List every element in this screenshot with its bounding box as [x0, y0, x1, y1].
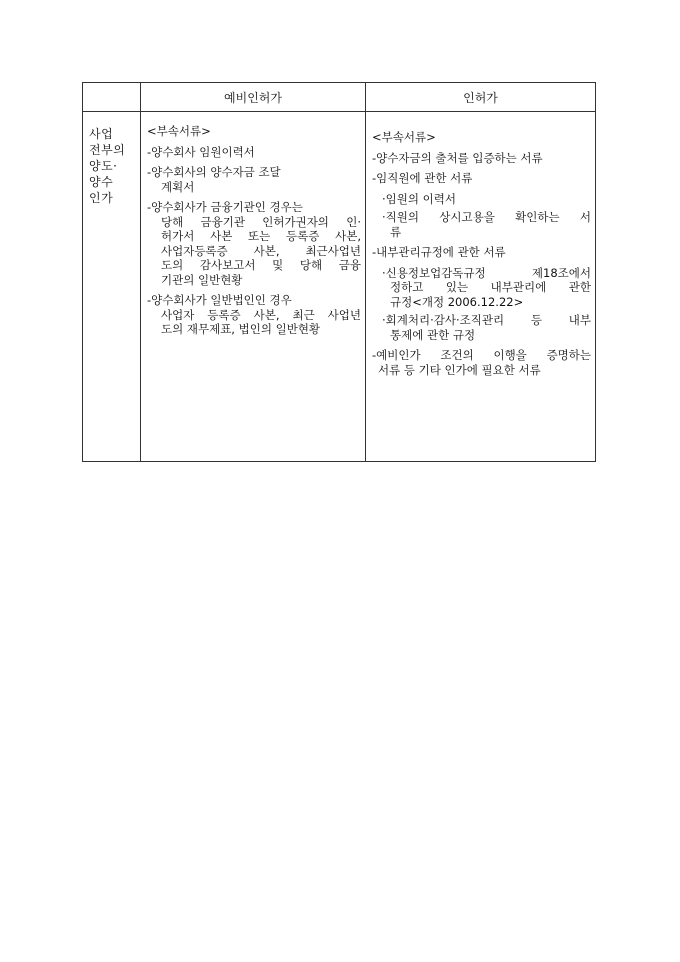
list-item — [147, 200, 361, 287]
list-item — [147, 145, 361, 160]
sub-list-item — [372, 313, 591, 342]
list-item — [147, 293, 361, 337]
list-item-text: -예비인가 조건의 이행을 증명하는 — [372, 348, 591, 362]
list-item-text: -내부관리규정에 관한 서류 — [372, 245, 506, 259]
sub-list-item-continuation: 류 — [390, 224, 402, 239]
list-item-continuation: 기관의 일반현황 — [161, 272, 243, 287]
list-item — [372, 151, 591, 166]
sub-list-item-continuation: 통제에 관한 규정 — [390, 327, 476, 342]
row-label-line: 인가 — [89, 191, 114, 205]
list-item-continuation: 계획서 — [161, 179, 195, 194]
header-cell-preliminary-license: 예비인허가 — [141, 83, 366, 112]
sub-list-item — [372, 210, 591, 239]
row-label-line: 전부의 — [89, 143, 126, 157]
row-label-business-transfer — [83, 112, 141, 462]
attached-documents-heading: <부속서류> — [372, 130, 436, 144]
sub-list-item — [372, 192, 591, 207]
preliminary-license-cell — [141, 112, 366, 462]
list-item — [147, 165, 361, 194]
sub-list-item-text: ·직원의 상시고용을 확인하는 서 — [382, 210, 591, 224]
list-item-text: -양수자금의 출처를 입증하는 서류 — [372, 150, 543, 165]
list-item-continuation: 허가서 사본 또는 등록증 사본, — [161, 229, 361, 243]
sub-list-item-continuation: 정하고 있는 내부관리에 관한 — [390, 280, 591, 294]
row-label-line: 양수 — [89, 175, 114, 189]
sub-list-item-text: ·회계처리·감사·조직관리 등 내부 — [382, 313, 591, 327]
sub-list-item-text: ·임원의 이력서 — [382, 191, 456, 206]
list-item-text: -양수회사가 일반법인인 경우 — [147, 293, 292, 307]
list-item-continuation: 사업자등록증 사본, 최근사업년 — [161, 243, 361, 258]
list-item-text: -양수회사의 양수자금 조달 — [147, 165, 281, 179]
list-item-continuation: 당해 금융기관 인허가권자의 인· — [161, 214, 361, 229]
license-cell — [366, 112, 596, 462]
sub-list-item — [372, 266, 591, 310]
sub-list-item-continuation: 규정<개정 2006.12.22> — [390, 294, 524, 309]
list-item-continuation: 도의 감사보고서 및 당해 금융 — [161, 258, 361, 272]
list-item-continuation: 사업자 등록증 사본, 최근 사업년 — [161, 307, 361, 322]
header-cell-license: 인허가 — [366, 83, 596, 112]
list-item — [372, 171, 591, 186]
table-header-row — [83, 83, 596, 112]
list-item-text: -임직원에 관한 서류 — [372, 171, 473, 185]
list-item-continuation: 도의 재무제표, 법인의 일반현황 — [161, 322, 321, 336]
sub-list-item-text: ·신용정보업감독규정 제18조에서 — [382, 265, 591, 280]
list-item-text: -양수회사 임원이력서 — [147, 144, 255, 159]
row-label-line: 사업 — [89, 127, 114, 141]
list-item — [372, 245, 591, 260]
attached-documents-heading: <부속서류> — [147, 124, 211, 138]
row-label-line: 양도· — [89, 159, 118, 173]
table-row — [83, 112, 596, 462]
list-item-continuation: 서류 등 기타 인가에 필요한 서류 — [378, 362, 541, 377]
header-cell-empty — [83, 83, 141, 112]
licensing-documents-table — [82, 82, 596, 462]
list-item-text: -양수회사가 금융기관인 경우는 — [147, 200, 303, 214]
list-item — [372, 348, 591, 377]
